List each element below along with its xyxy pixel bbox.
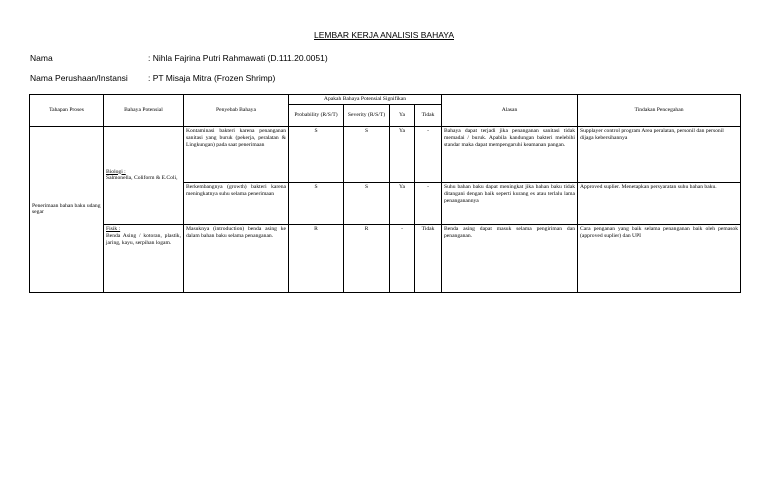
name-line: [30, 53, 328, 63]
prevention-cell: Cara penganan yang baik selama penanganan baik oleh pemasok (approved suplier) dan UPI: [578, 224, 741, 292]
severity-cell: R: [344, 224, 390, 292]
header-penyebab: Penyebab Bahaya: [184, 95, 289, 127]
hazard-label: Biologi :: [106, 168, 126, 175]
table-row: [30, 126, 741, 182]
page-title: LEMBAR KERJA ANALISIS BAHAYA: [314, 30, 454, 40]
header-row-1: [30, 95, 741, 105]
cause-cell: Kontaminasi bakteri karena penanganan sanitasi yang buruk (pekerja, peralatan & Lingkungan) pada saat penerimaan: [184, 126, 289, 182]
hazard-text: Benda Asing / kotoran, plastik, jaring, kayu, serpihan logam.: [106, 232, 181, 246]
severity-cell: S: [344, 182, 390, 224]
ya-cell: Ya: [390, 182, 415, 224]
tidak-cell: -: [415, 126, 442, 182]
header-ya: Ya: [390, 104, 415, 126]
header-tindakan: Tindakan Pencegahan: [578, 95, 741, 127]
header-tahapan: Tahapan Proses: [30, 95, 104, 127]
severity-cell: S: [344, 126, 390, 182]
ya-cell: Ya: [390, 126, 415, 182]
prevention-cell: Approved suplier. Menetapkan persyaratan suhu bahan baku.: [578, 182, 741, 224]
probability-cell: S: [289, 126, 344, 182]
hazard-text: Salmonella, Coliform & E.Coli,: [106, 175, 178, 182]
hazard-biologi: [104, 126, 184, 224]
header-tidak: Tidak: [415, 104, 442, 126]
probability-cell: S: [289, 182, 344, 224]
company-line: [30, 73, 275, 83]
header-probability: Probability (R/S/T): [289, 104, 344, 126]
ya-cell: -: [390, 224, 415, 292]
header-bahaya: Bahaya Potensial: [104, 95, 184, 127]
tidak-cell: Tidak: [415, 224, 442, 292]
header-apakah: Apakah Bahaya Potensial Signifikan: [289, 95, 442, 105]
process-step: Penerimaan bahan baku udang segar: [30, 126, 104, 292]
company-value: : PT Misaja Mitra (Frozen Shrimp): [148, 73, 276, 83]
name-label: Nama: [30, 53, 53, 63]
hazard-fisik: [104, 224, 184, 292]
hazard-label: Fisik :: [106, 225, 121, 232]
tidak-cell: -: [415, 182, 442, 224]
cause-cell: Masuknya (introduction) benda asing ke dalam bahan baku selama penanganan.: [184, 224, 289, 292]
company-label: Nama Perushaan/Instansi: [30, 73, 128, 83]
header-alasan: Alasan: [442, 95, 578, 127]
header-severity: Severity (R/S/T): [344, 104, 390, 126]
cause-cell: Berkembangnya (growth) bakteri karena meningkatnya suhu selama penerimaan: [184, 182, 289, 224]
prevention-cell: Supplayer control program Area peralatan, personil dan personil dijaga kebersihannya: [578, 126, 741, 182]
hazard-analysis-table: [29, 94, 741, 293]
table-row: [30, 224, 741, 292]
reason-cell: Suhu bahan baku dapat meningkat jika bahan baku tidak ditangani dengan baik seperti kurang es atau terlalu lama penanganannya: [442, 182, 578, 224]
name-value: : Nihla Fajrina Putri Rahmawati (D.111.20.0051): [148, 53, 328, 63]
probability-cell: R: [289, 224, 344, 292]
reason-cell: Bahaya dapat terjadi jika penanganan sanitasi tidak memadai / buruk. Apabila kandungan bakteri melebihi standar maka dapat mempengaruhi keamanan pangan.: [442, 126, 578, 182]
reason-cell: Benda asing dapat masuk selama pengiriman dan penanganan.: [442, 224, 578, 292]
